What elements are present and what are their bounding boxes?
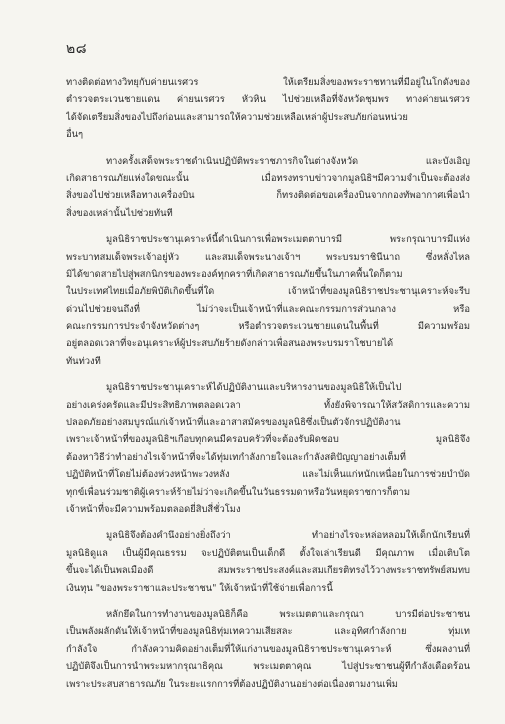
- text-line: คณะกรรมการประจำจังหวัดต่างๆ หรือตำรวจตระเวนชายแดนในพื้นที่ มีความพร้อม: [66, 321, 470, 333]
- text-line: ขึ้นจะได้เป็นพลเมืองดี สมพระราชประสงค์และสมเกียรติทรงไว้วางพระราชทรัพย์สมทบ: [66, 565, 470, 577]
- text-line: ได้จัดเตรียมสิ่งของไปถึงก่อนและสามารถให้ความช่วยเหลือเหล่าผู้ประสบภัยก่อนหน่วย: [66, 111, 408, 123]
- text-line: หลักยึดในการทำงานของมูลนิธิก็คือ พระเมตตาและกรุณา บารมีต่อประชาชน: [106, 608, 470, 620]
- text-line: อย่างเคร่งครัดและมีประสิทธิภาพตลอดเวลา ทั้งยังพิจารณาให้สวัสดิการและความ: [66, 399, 470, 411]
- text-line: ทางติดต่อทางวิทยุกับค่ายนเรศวร ให้เตรียมสิ่งของพระราชทานที่มีอยู่ในโกดังของ: [66, 77, 470, 88]
- text-line: สิ่งของเหล่านั้นไปช่วยทันที: [66, 207, 173, 219]
- text-line: เป็นพลังผลักดันให้เจ้าหน้าที่ของมูลนิธิทุ่มเทความเสียสละ และอุทิศกำลังกาย ทุ่มเท: [66, 626, 470, 638]
- text-line: ทันท่วงที: [66, 355, 101, 367]
- paragraph: [66, 379, 470, 518]
- paragraph: [66, 153, 470, 223]
- text-line: มิได้ขาดสายไปสู่พสกนิกรของพระองค์ทุกคราที่เกิดสาธารณภัยขึ้นในภาคพื้นใดก็ตาม: [66, 268, 403, 280]
- text-line: สิ่งของไปช่วยเหลือทางเครื่องบิน ก็ทรงติดต่อขอเครื่องบินจากกองทัพอากาศเพื่อนำ: [66, 190, 470, 202]
- paragraph: [66, 231, 470, 370]
- text-line: ในประเทศไทยเมื่อภัยพิบัติเกิดขึ้นที่ใด เจ้าหน้าที่ของมูลนิธิราชประชานุเคราะห์จะรีบ: [66, 286, 470, 298]
- text-line: เจ้าหน้าที่จะมีความพร้อมตลอดยี่สิบสี่ชั่วโมง: [66, 503, 241, 515]
- text-line: เพราะประสบสาธารณภัย ในระยะแรกการที่ต้องปฏิบัติงานอย่างต่อเนื่องตามงานเพิ่ม: [66, 678, 398, 690]
- paragraph: [66, 527, 470, 597]
- text-line: ตำรวจตระเวนชายแดน ค่ายนเรศวร หัวหิน ไปช่วยเหลือที่จังหวัดชุมพร ทางค่ายนเรศวร: [66, 94, 470, 106]
- text-line: ต้องหาวิธีว่าทำอย่างไรเจ้าหน้าที่จะได้ทุ่มเทกำลังกายใจและกำลังสติปัญญาอย่างเต็มที่: [66, 451, 406, 463]
- text-line: เกิดสาธารณภัยแห่งใดขณะนั้น เมื่อทรงทราบข่าวจากมูลนิธิฯมีความจำเป็นจะต้องส่ง: [66, 172, 470, 184]
- text-line: พระบาทสมเด็จพระเจ้าอยู่หัว และสมเด็จพระนางเจ้าฯ พระบรมราชินีนาถ ซึ่งหลั่งไหล: [66, 251, 470, 263]
- text-line: มูลนิธิดูแล เป็นผู้มีคุณธรรม จะปฏิบัติตนเป็นเด็กดี ตั้งใจเล่าเรียนดี มีคุณภาพ เมื่อเติบโต: [66, 547, 470, 559]
- paragraph: [66, 606, 470, 693]
- text-line: ทุกข์เพื่อนร่วมชาติผู้เคราะห์ร้ายไม่ว่าจะเกิดขึ้นในวันธรรมดาหรือวันหยุดราชการก็ตาม: [66, 486, 411, 498]
- text-line: ปฏิบัติจึงเป็นการนำพระมหากรุณาธิคุณ พระเมตตาคุณ ไปสู่ประชาชนผู้ทีกำลังเดือดร้อน: [66, 661, 470, 673]
- text-line: มูลนิธิจึงต้องคำนึงอย่างยิ่งถึงว่า ทำอย่างไรจะหล่อหลอมให้เด็กนักเรียนที่: [106, 530, 470, 542]
- text-line: ทางครั้งเสด็จพระราชดำเนินปฏิบัติพระราชภารกิจในต่างจังหวัด และบังเอิญ: [106, 155, 470, 167]
- text-line: อยู่ตลอดเวลาที่จะอนุเคราะห์ผู้ประสบภัยร้ายดังกล่าวเพื่อสนองพระบรมราโชบายได้: [66, 338, 394, 350]
- page-number: ๒๘: [66, 41, 88, 57]
- text-line: เพราะเจ้าหน้าที่ของมูลนิธิฯเกือบทุกคนมีครอบครัวที่จะต้องรับผิดชอบ มูลนิธิจึง: [66, 434, 470, 446]
- text-line: มูลนิธิราชประชานุเคราะห์ได้ปฏิบัติงานและบริหารงานของมูลนิธิให้เป็นไป: [106, 382, 402, 394]
- text-line: ด่วนไปช่วยจนถึงที่ ไม่ว่าจะเป็นเจ้าหน้าที่และคณะกรรมการส่วนกลาง หรือ: [66, 303, 470, 315]
- text-line: ปฏิบัติหน้าที่โดยไม่ต้องห่วงหน้าพะวงหลัง และไม่เห็นแก่หนักเหนื่อยในการช่วยบำบัด: [66, 469, 470, 481]
- text-line: มูลนิธิราชประชานุเคราะห์นี้ดำเนินการเพื่อพระเมตตาบารมี พระกรุณาบารมีแห่ง: [106, 234, 470, 246]
- text-line: อื่นๆ: [66, 129, 84, 141]
- paragraph: [66, 74, 470, 144]
- body-text: [66, 74, 470, 702]
- text-line: ปลอดภัยอย่างสมบูรณ์แก่เจ้าหน้าที่และอาสาสมัครของมูลนิธิซึ่งเป็นตัวจักรปฏิบัติงาน: [66, 417, 401, 429]
- text-line: กำลังใจ กำลังความคิดอย่างเต็มที่ให้แก่งานของมูลนิธิราชประชานุเคราะห์ ซึ่งผลงานที่: [66, 643, 470, 655]
- text-line: เงินทุน "ของพระราชาและประชาชน" ให้เจ้าหน้าที่ใช้จ่ายเพื่อการนี้: [66, 582, 333, 594]
